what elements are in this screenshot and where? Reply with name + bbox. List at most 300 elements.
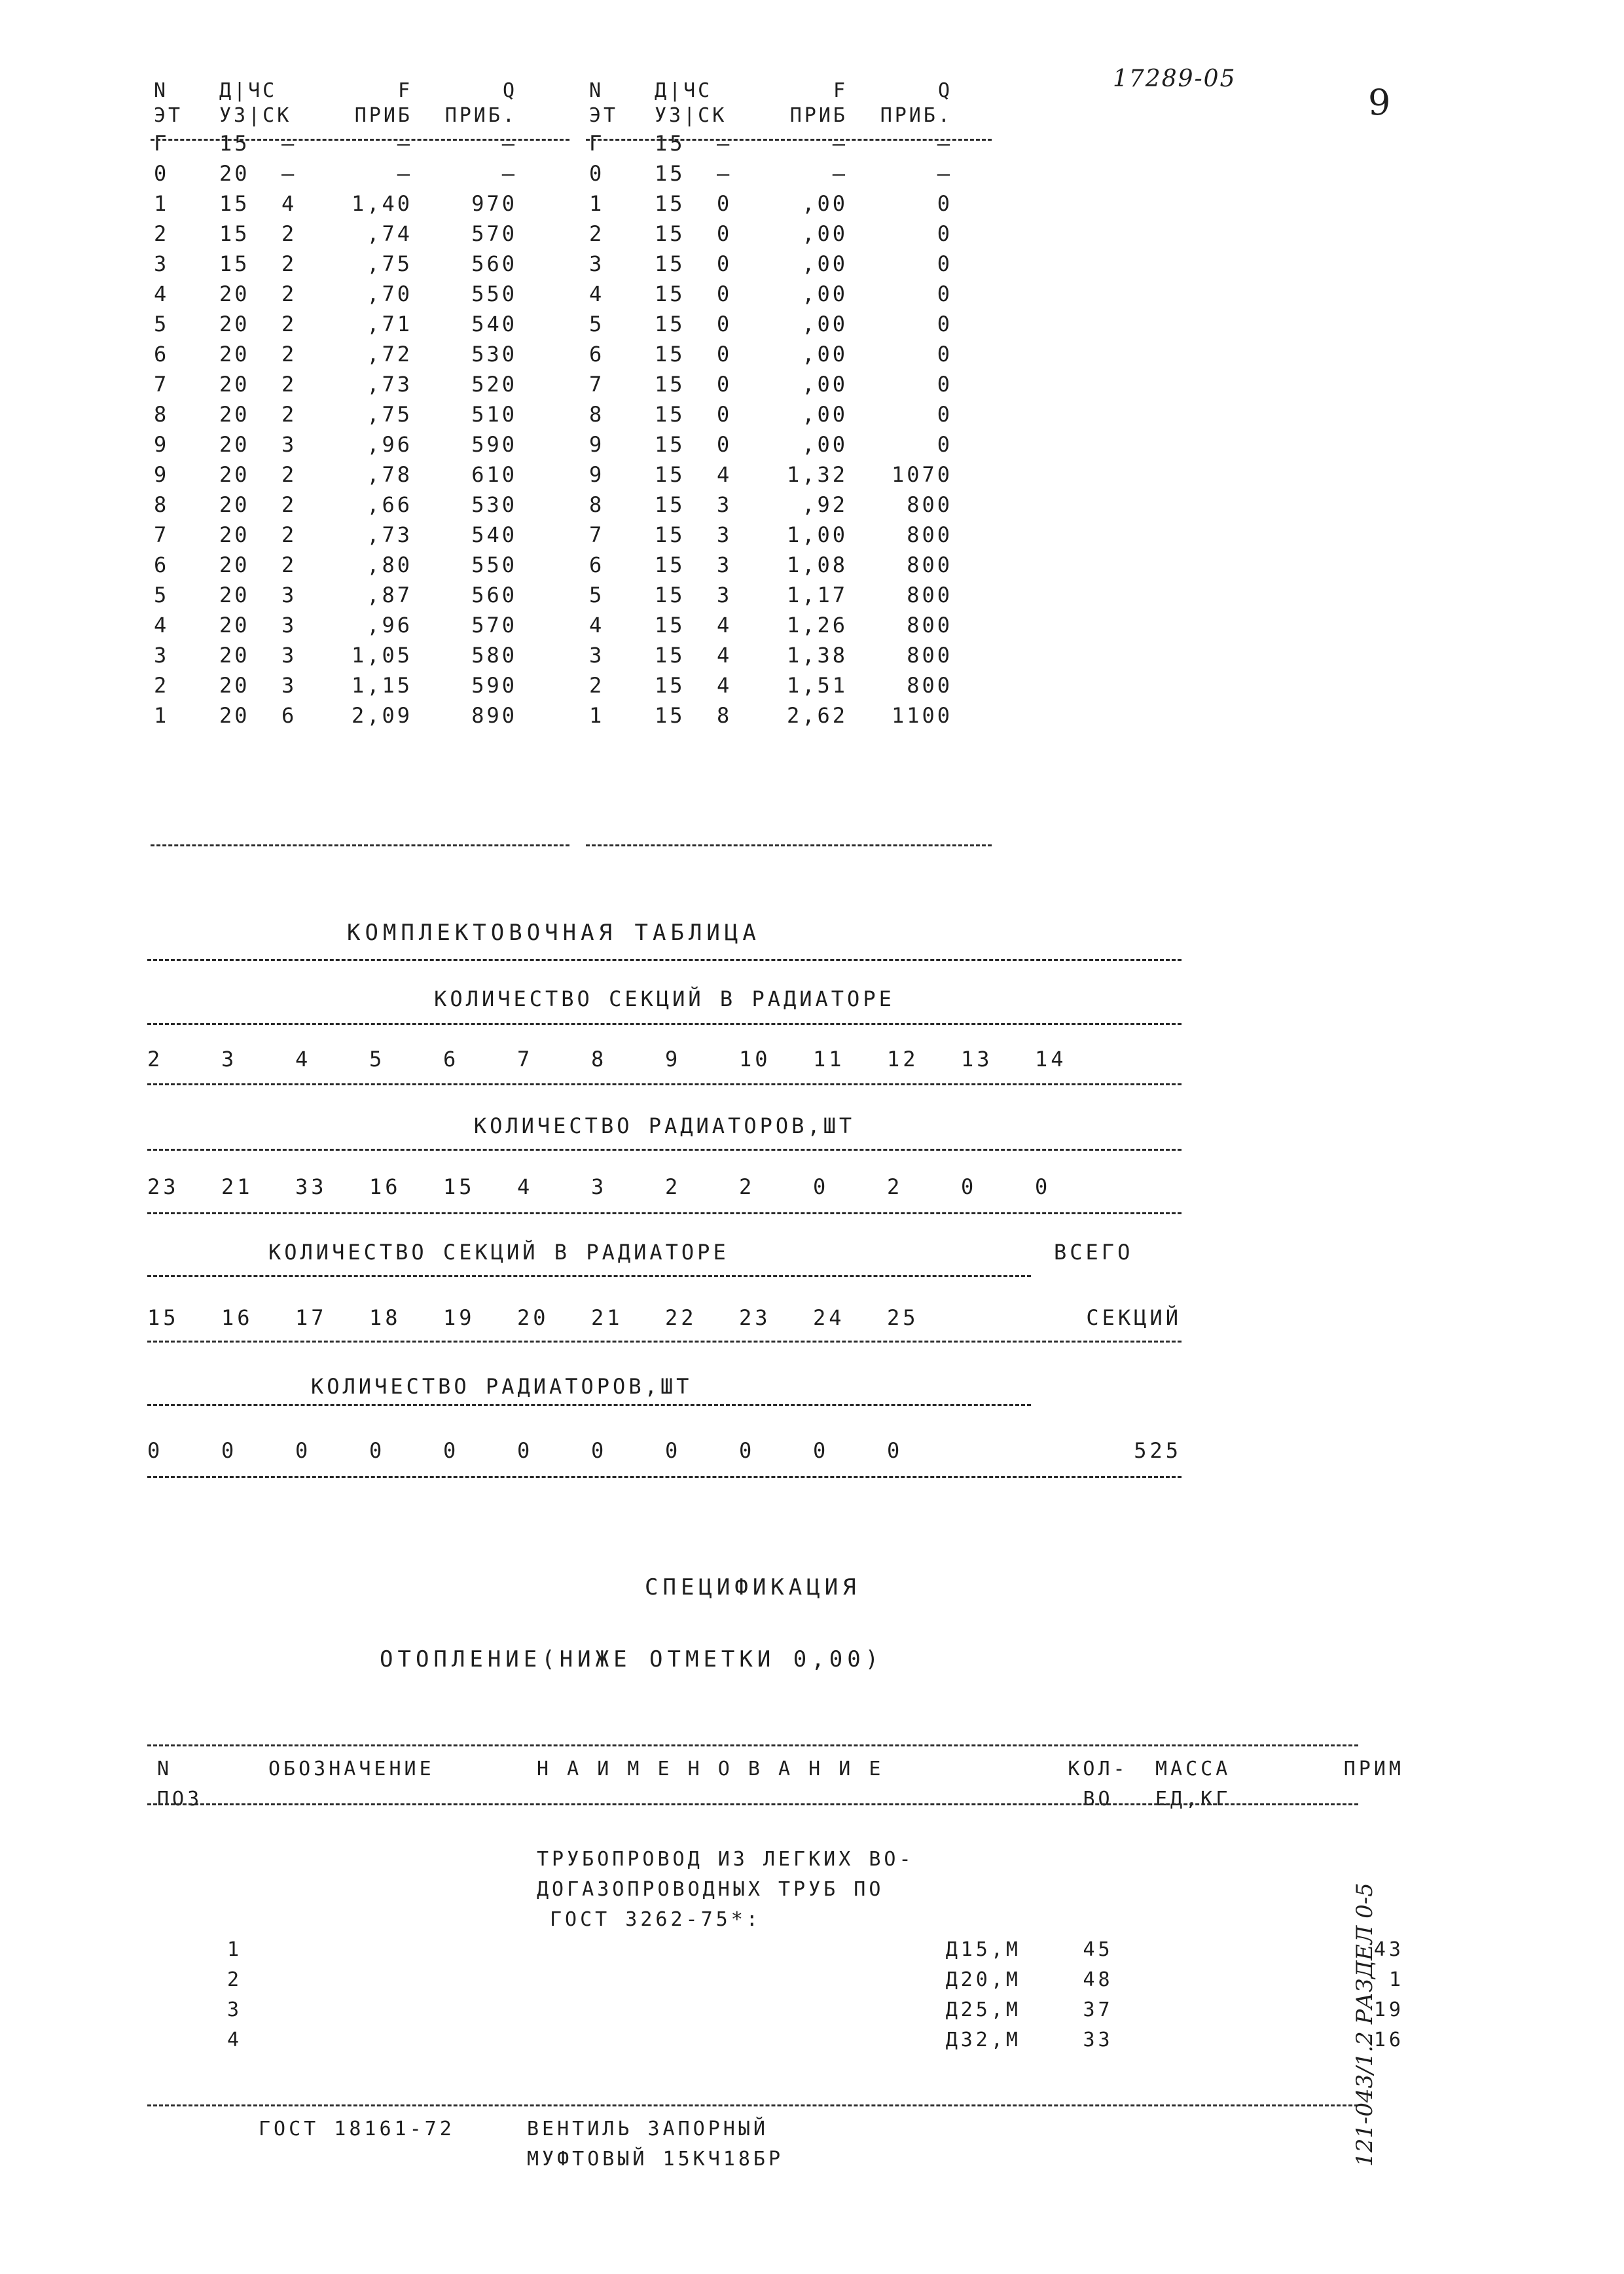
table-cell: 0 <box>717 221 732 246</box>
table-cell: 20 <box>219 312 250 336</box>
table-cell: 5 <box>589 312 605 336</box>
table-cell: 15 <box>219 221 250 246</box>
table-row <box>154 339 517 369</box>
document-number: 17289-05 <box>1113 65 1236 92</box>
table-cell: ,73 <box>367 372 412 397</box>
spec-cell: 19 <box>1373 1998 1404 2021</box>
table-cell: 20 <box>219 643 250 668</box>
table-cell: 15 <box>655 462 685 487</box>
table-cell: – <box>281 131 297 156</box>
table-cell: 4 <box>717 643 732 668</box>
table-cell: 1,40 <box>351 191 412 216</box>
table-cell: ,87 <box>367 583 412 607</box>
table-cell: 2 <box>281 342 297 367</box>
cell-value: 0 <box>739 1438 755 1463</box>
cell-value: 17 <box>295 1305 327 1330</box>
header-row-1: N Д|ЧС F Q <box>154 79 517 102</box>
table-cell: 4 <box>154 281 170 306</box>
valve-row-2: МУФТОВЫЙ 15КЧ18БР <box>527 2148 784 2171</box>
sections-label-2: КОЛИЧЕСТВО СЕКЦИЙ В РАДИАТОРЕ <box>268 1240 729 1265</box>
table-cell: 4 <box>717 462 732 487</box>
sections-label-2-row <box>147 1237 1182 1267</box>
table-cell: 8 <box>589 492 605 517</box>
table-cell: ,96 <box>367 613 412 638</box>
cell-value: 25 <box>887 1305 919 1330</box>
spec-header-row-1: N ОБОЗНАЧЕНИЕ Н А И М Е Н О В А Н И Е КОЛ- МАССА ПРИМ <box>157 1758 1404 1780</box>
divider <box>147 1275 1031 1277</box>
table-cell: 4 <box>281 191 297 216</box>
table-cell: – <box>501 161 517 186</box>
table-cell: 2,09 <box>351 703 412 728</box>
table-cell: – <box>937 131 952 156</box>
spec-cell: 1 <box>226 1938 242 1961</box>
table-cell: 2 <box>281 402 297 427</box>
table-cell: 2 <box>281 281 297 306</box>
table-cell: 3 <box>589 251 605 276</box>
table-cell: 0 <box>937 221 952 246</box>
divider <box>147 1083 1182 1085</box>
table-row <box>154 429 517 460</box>
table-cell: 15 <box>655 221 685 246</box>
table-cell: 15 <box>655 583 685 607</box>
table-cell: 2 <box>281 221 297 246</box>
spec-cell: Д20,М <box>945 1968 1021 1991</box>
table-row <box>154 309 517 339</box>
table-cell: 0 <box>937 402 952 427</box>
table-cell: 2 <box>589 673 605 698</box>
side-stamp: 121-043/1.2 РАЗДЕЛ 0-5 <box>1352 1883 1378 2167</box>
cell-value: 20 <box>517 1305 549 1330</box>
table-cell: 1,38 <box>786 643 848 668</box>
table-cell: 1070 <box>891 462 952 487</box>
table-cell: 1 <box>154 703 170 728</box>
table-cell: ,75 <box>367 251 412 276</box>
table-cell: 15 <box>655 402 685 427</box>
table-cell: 15 <box>655 613 685 638</box>
table-cell: 5 <box>154 583 170 607</box>
spec-cell: Д25,М <box>945 1998 1021 2021</box>
table-cell: 15 <box>655 432 685 457</box>
pipe-group-line-2: ДОГАЗОПРОВОДНЫХ ТРУБ ПО <box>537 1878 884 1901</box>
divider <box>586 844 992 846</box>
table-cell: 0 <box>937 281 952 306</box>
spec-cell: 4 <box>226 2029 242 2051</box>
spec-cell: 37 <box>1083 1998 1113 2021</box>
table-cell: ,00 <box>802 251 848 276</box>
table-cell: ,73 <box>367 522 412 547</box>
table-row <box>154 490 517 520</box>
divider <box>147 1476 1182 1478</box>
table-row <box>154 640 517 670</box>
table-cell: ,96 <box>367 432 412 457</box>
cell-value: 10 <box>739 1047 771 1072</box>
table-cell: – <box>937 161 952 186</box>
table-row <box>589 670 952 700</box>
divider <box>147 1149 1182 1151</box>
table-row <box>154 219 517 249</box>
table-cell: 15 <box>655 191 685 216</box>
table-row <box>154 610 517 640</box>
table-cell: 2 <box>281 312 297 336</box>
spec-cell <box>1155 1935 1273 1965</box>
cell-value: 2 <box>739 1174 755 1199</box>
table-row <box>589 219 952 249</box>
table-row <box>154 128 517 158</box>
table-row <box>589 158 952 189</box>
complect-title: КОМПЛЕКТОВОЧНАЯ ТАБЛИЦА <box>347 920 761 946</box>
cell-value: 6 <box>443 1047 460 1072</box>
table-cell: 2 <box>281 462 297 487</box>
table-cell: – <box>717 131 732 156</box>
table-cell: ,80 <box>367 552 412 577</box>
cell-value: 2 <box>887 1174 903 1199</box>
cell-value: 8 <box>591 1047 607 1072</box>
cell-value: 7 <box>517 1047 533 1072</box>
table-cell: 9 <box>154 462 170 487</box>
table-cell: 4 <box>717 613 732 638</box>
table-cell: ,92 <box>802 492 848 517</box>
table-cell: 15 <box>655 673 685 698</box>
table-cell: Г <box>154 131 170 156</box>
total-cell: СЕКЦИЙ <box>1086 1305 1182 1330</box>
table-cell: 15 <box>655 342 685 367</box>
divider <box>147 1404 1031 1406</box>
table-cell: 3 <box>589 643 605 668</box>
table-cell: 2 <box>154 221 170 246</box>
page-number: 9 <box>1368 82 1391 123</box>
table-cell: 15 <box>655 552 685 577</box>
table-cell: – <box>397 131 412 156</box>
table-cell: 15 <box>655 312 685 336</box>
table-row <box>589 429 952 460</box>
table-cell: 7 <box>154 522 170 547</box>
cell-value: 15 <box>443 1174 475 1199</box>
cell-value: 0 <box>813 1174 829 1199</box>
table-cell: 530 <box>471 492 517 517</box>
table-cell: 15 <box>219 191 250 216</box>
table-cell: ,70 <box>367 281 412 306</box>
table-cell: 20 <box>219 372 250 397</box>
table-cell: 1 <box>589 703 605 728</box>
table-cell: 8 <box>589 402 605 427</box>
table-row <box>589 279 952 309</box>
table-row <box>589 610 952 640</box>
sections-row-2 <box>147 1303 1182 1333</box>
table-cell: 2 <box>281 372 297 397</box>
divider <box>147 1341 1182 1343</box>
table-cell: 20 <box>219 432 250 457</box>
table-cell: 2 <box>154 673 170 698</box>
cell-value: 0 <box>517 1438 533 1463</box>
table-cell: ,74 <box>367 221 412 246</box>
cell-value: 0 <box>665 1438 681 1463</box>
table-cell: ,78 <box>367 462 412 487</box>
radiators-label-2-row <box>147 1371 1182 1401</box>
table-cell: 1 <box>154 191 170 216</box>
table-cell: 3 <box>154 643 170 668</box>
divider <box>147 1744 1358 1746</box>
table-row <box>589 249 952 279</box>
table-row <box>589 128 952 158</box>
total-label: ВСЕГО <box>1054 1240 1134 1265</box>
table-cell: 15 <box>655 131 685 156</box>
table-cell: 9 <box>589 462 605 487</box>
table-cell: 890 <box>471 703 517 728</box>
table-cell: 1 <box>589 191 605 216</box>
table-cell: 0 <box>937 342 952 367</box>
table-cell: 3 <box>717 552 732 577</box>
spec-subtitle: ОТОПЛЕНИЕ(НИЖЕ ОТМЕТКИ 0,00) <box>380 1646 884 1672</box>
table-row <box>154 520 517 550</box>
table-cell: 15 <box>655 372 685 397</box>
table-cell: 560 <box>471 251 517 276</box>
spec-table <box>147 1754 1417 2055</box>
table-cell: 20 <box>219 161 250 186</box>
table-row <box>589 490 952 520</box>
spec-table-valve <box>147 2114 1388 2175</box>
table-cell: 15 <box>655 251 685 276</box>
cell-value: 2 <box>147 1047 164 1072</box>
table-cell: 3 <box>717 492 732 517</box>
table-cell: 1,05 <box>351 643 412 668</box>
cell-value: 16 <box>369 1174 401 1199</box>
table-cell: 20 <box>219 462 250 487</box>
spec-cell <box>255 1995 524 2025</box>
table-cell: ,00 <box>802 342 848 367</box>
table-cell: 20 <box>219 583 250 607</box>
table-cell: ,75 <box>367 402 412 427</box>
cell-value: 11 <box>813 1047 845 1072</box>
table-cell: 970 <box>471 191 517 216</box>
spec-cell <box>255 2025 524 2055</box>
table-cell: – <box>501 131 517 156</box>
table-cell: 2,62 <box>786 703 848 728</box>
table-row <box>589 460 952 490</box>
spec-cell: 2 <box>226 1968 242 1991</box>
table-cell: 800 <box>907 522 952 547</box>
sections-label-1: КОЛИЧЕСТВО СЕКЦИЙ В РАДИАТОРЕ <box>434 986 895 1011</box>
spec-row <box>147 2025 1417 2055</box>
table-cell: 540 <box>471 522 517 547</box>
table-row <box>154 369 517 399</box>
divider <box>151 139 569 141</box>
valve-row-1: ГОСТ 18161-72 ВЕНТИЛЬ ЗАПОРНЫЙ <box>259 2118 768 2140</box>
spec-cell: 48 <box>1083 1968 1113 1991</box>
table-cell: 530 <box>471 342 517 367</box>
table-cell: 6 <box>589 342 605 367</box>
table-cell: 0 <box>154 161 170 186</box>
table-cell: 8 <box>717 703 732 728</box>
table-row <box>589 309 952 339</box>
table-cell: 15 <box>655 522 685 547</box>
table-cell: 5 <box>154 312 170 336</box>
table-cell: 2 <box>281 552 297 577</box>
table-cell: 800 <box>907 492 952 517</box>
table-cell: 15 <box>655 703 685 728</box>
table-cell: 0 <box>717 402 732 427</box>
cell-value: 16 <box>221 1305 253 1330</box>
table-cell: 1100 <box>891 703 952 728</box>
cell-value: 9 <box>665 1047 681 1072</box>
spec-row <box>147 1935 1417 1965</box>
table-row <box>154 279 517 309</box>
cell-value: 0 <box>1035 1174 1051 1199</box>
table-cell: 0 <box>937 372 952 397</box>
table-cell: ,00 <box>802 432 848 457</box>
table-cell: 1,32 <box>786 462 848 487</box>
table-cell: – <box>717 161 732 186</box>
table-cell: 800 <box>907 613 952 638</box>
table-cell: 0 <box>717 251 732 276</box>
spec-cell <box>1155 1965 1273 1995</box>
table-cell: 3 <box>717 583 732 607</box>
spec-row <box>147 1995 1417 2025</box>
pipe-group-line-1: ТРУБОПРОВОД ИЗ ЛЕГКИХ ВО- <box>537 1848 914 1871</box>
table-row <box>589 189 952 219</box>
table-row <box>589 640 952 670</box>
table-cell: ,00 <box>802 312 848 336</box>
cell-value: 4 <box>295 1047 312 1072</box>
table-row <box>154 580 517 610</box>
spec-cell: 45 <box>1083 1938 1113 1961</box>
table-cell: 15 <box>219 251 250 276</box>
table-cell: 20 <box>219 402 250 427</box>
table-cell: 15 <box>655 161 685 186</box>
table-cell: 0 <box>717 342 732 367</box>
table-cell: Г <box>589 131 605 156</box>
table-cell: 0 <box>937 191 952 216</box>
table-cell: 800 <box>907 643 952 668</box>
divider <box>586 139 992 141</box>
table-cell: 1,17 <box>786 583 848 607</box>
cell-value: 21 <box>221 1174 253 1199</box>
table-cell: 560 <box>471 583 517 607</box>
table-cell: – <box>832 131 848 156</box>
spec-cell <box>1155 2025 1273 2055</box>
table-cell: 20 <box>219 552 250 577</box>
table-cell: 510 <box>471 402 517 427</box>
spec-cell: 3 <box>226 1998 242 2021</box>
table-cell: 590 <box>471 432 517 457</box>
cell-value: 13 <box>961 1047 993 1072</box>
table-cell: 520 <box>471 372 517 397</box>
spec-cell: Д32,М <box>945 2029 1021 2051</box>
table-cell: 4 <box>589 613 605 638</box>
cell-value: 0 <box>443 1438 460 1463</box>
table-cell: 590 <box>471 673 517 698</box>
table-cell: 9 <box>154 432 170 457</box>
table-cell: 0 <box>717 281 732 306</box>
cell-value: 23 <box>147 1174 179 1199</box>
cell-value: 21 <box>591 1305 623 1330</box>
table-cell: 7 <box>589 522 605 547</box>
table-cell: 3 <box>281 643 297 668</box>
table-cell: 8 <box>154 492 170 517</box>
table-row <box>589 520 952 550</box>
table-cell: 3 <box>281 583 297 607</box>
table-cell: 7 <box>154 372 170 397</box>
table-row <box>154 550 517 580</box>
table-cell: 610 <box>471 462 517 487</box>
table-cell: ,00 <box>802 372 848 397</box>
table-cell: 5 <box>589 583 605 607</box>
cell-value: 4 <box>517 1174 533 1199</box>
cell-value: 22 <box>665 1305 697 1330</box>
cell-value: 14 <box>1035 1047 1067 1072</box>
table-row <box>154 460 517 490</box>
table-cell: 20 <box>219 342 250 367</box>
table-cell: 15 <box>655 492 685 517</box>
cell-value: 33 <box>295 1174 327 1199</box>
spec-cell: 16 <box>1373 2029 1404 2051</box>
cell-value: 0 <box>147 1438 164 1463</box>
header-row-2: ЭТ УЗ|СК ПРИБ ПРИБ. <box>154 104 517 127</box>
cell-value: 24 <box>813 1305 845 1330</box>
table-row <box>589 700 952 731</box>
cell-value: 19 <box>443 1305 475 1330</box>
pipe-group-line-3: ГОСТ 3262-75*: <box>550 1908 761 1931</box>
table-cell: 20 <box>219 673 250 698</box>
cell-value: 23 <box>739 1305 771 1330</box>
table-cell: – <box>832 161 848 186</box>
table-cell: 6 <box>154 342 170 367</box>
table-cell: ,00 <box>802 191 848 216</box>
table-cell: 3 <box>281 613 297 638</box>
table-cell: 570 <box>471 221 517 246</box>
spec-cell <box>1155 1995 1273 2025</box>
table-cell: 0 <box>937 312 952 336</box>
divider <box>147 2104 1358 2106</box>
spec-cell: Д15,М <box>945 1938 1021 1961</box>
table-cell: 800 <box>907 552 952 577</box>
table-cell: 2 <box>281 492 297 517</box>
table-row <box>154 158 517 189</box>
table-cell: 4 <box>154 613 170 638</box>
table-cell: 4 <box>717 673 732 698</box>
table-cell: 550 <box>471 552 517 577</box>
sections-row-1 <box>147 1044 1182 1074</box>
table-cell: 570 <box>471 613 517 638</box>
table-cell: 1,08 <box>786 552 848 577</box>
divider <box>147 1212 1182 1214</box>
table-cell: 1,00 <box>786 522 848 547</box>
table-cell: 9 <box>589 432 605 457</box>
table-cell: – <box>281 161 297 186</box>
table-cell: 4 <box>589 281 605 306</box>
divider <box>147 1803 1358 1805</box>
node-table-left <box>154 79 517 731</box>
cell-value: 15 <box>147 1305 179 1330</box>
counts-row-1 <box>147 1172 1182 1202</box>
node-table-right <box>589 79 952 731</box>
table-cell: 15 <box>655 281 685 306</box>
table-cell: 15 <box>655 643 685 668</box>
table-row <box>154 399 517 429</box>
cell-value: 0 <box>369 1438 386 1463</box>
table-cell: 580 <box>471 643 517 668</box>
cell-value: 3 <box>221 1047 238 1072</box>
table-row <box>589 399 952 429</box>
table-row <box>154 189 517 219</box>
table-cell: 0 <box>717 372 732 397</box>
cell-value: 0 <box>813 1438 829 1463</box>
table-row <box>589 580 952 610</box>
table-cell: 8 <box>154 402 170 427</box>
divider <box>147 1023 1182 1025</box>
table-row <box>154 700 517 731</box>
cell-value: 0 <box>221 1438 238 1463</box>
table-cell: 1,51 <box>786 673 848 698</box>
